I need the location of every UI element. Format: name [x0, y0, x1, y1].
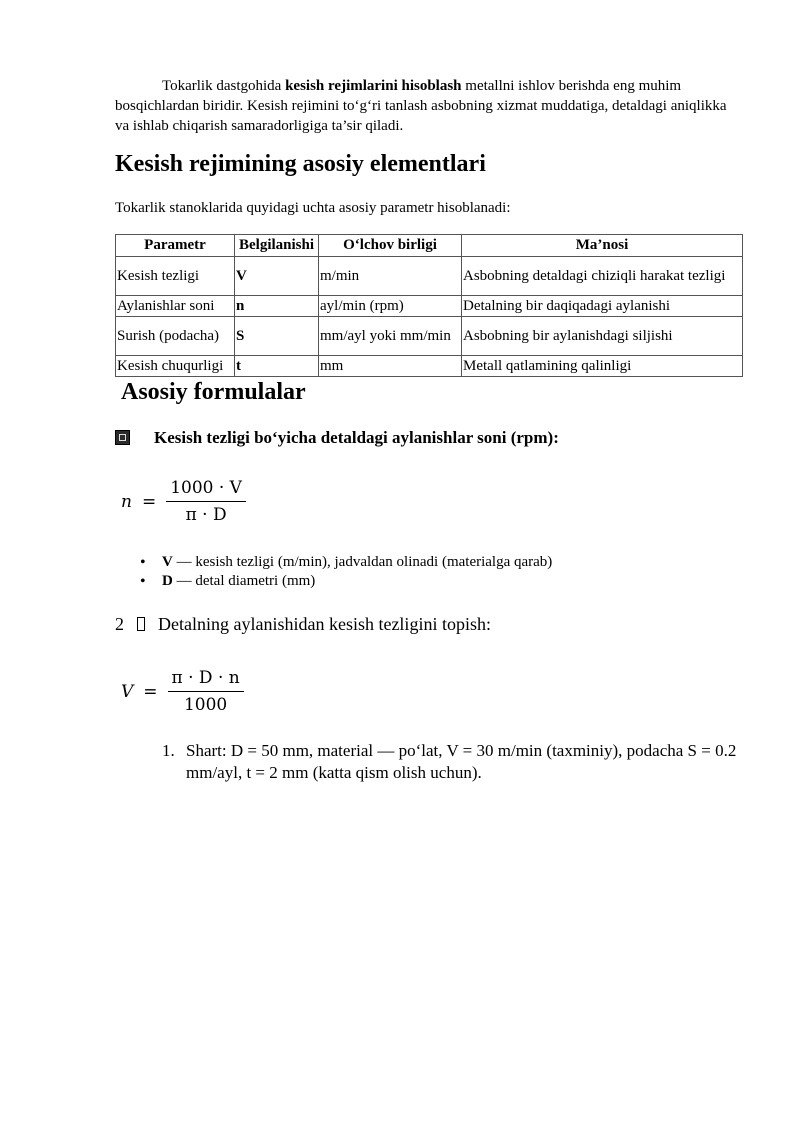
table-cell-unit: mm [319, 356, 462, 377]
formula-item-rpm-label: Kesish tezligi bo‘yicha detaldagi aylanishlar soni (rpm): [154, 428, 559, 447]
formula-lhs: n [121, 491, 132, 512]
table-cell-meaning: Asbobning bir aylanishdagi siljishi [462, 317, 743, 356]
list-item [140, 553, 552, 572]
intro-paragraph [115, 76, 730, 136]
variable-symbol: D [162, 573, 173, 589]
variable-symbol: V [162, 554, 173, 570]
table-cell-unit: m/min [319, 257, 462, 296]
table-cell-symbol: V [235, 257, 319, 296]
list-item [162, 740, 752, 784]
table-row [116, 356, 743, 377]
formula-fraction [168, 668, 244, 715]
intro-text-after: metallni ishlov berishda eng muhim bosqichlardan biridir. Kesish rejimini to‘g‘ri tanlash asbobning xizmat muddatiga, detaldagi aniqlikka va ishlab chiqarish samaradorligiga ta’sir qiladi. [115, 78, 727, 134]
variable-description: — kesish tezligi (m/min), jadvaldan olinadi (materialga qarab) [172, 554, 553, 570]
variable-description: — detal diametri (mm) [172, 573, 316, 589]
table-cell-unit: mm/ayl yoki mm/min [319, 317, 462, 356]
formula-equals: = [143, 681, 158, 702]
table-cell-symbol: t [235, 356, 319, 377]
table-cell-meaning: Asbobning detaldagi chiziqli harakat tezligi [462, 257, 743, 296]
formula-item-number: 2 [115, 614, 124, 634]
intro-bold-term: kesish rejimlarini hisoblash [285, 78, 462, 94]
missing-glyph-icon [137, 617, 145, 631]
formula-denominator: 1000 [183, 695, 228, 715]
table-cell-symbol: S [235, 317, 319, 356]
formula-lhs: V [121, 681, 134, 702]
table-header-cell: Belgilanishi [235, 235, 319, 257]
table-cell-parameter: Surish (podacha) [116, 317, 235, 356]
formula-item-rpm [115, 427, 559, 449]
formula-numerator: π · D · n [168, 668, 244, 692]
intro-text-before: Tokarlik dastgohida [162, 78, 286, 94]
table-row [116, 317, 743, 356]
table-cell-symbol: n [235, 296, 319, 317]
formula-item-speed [115, 612, 491, 636]
section-heading-elements: Kesish rejimining asosiy elementlari [115, 151, 486, 177]
section-lead-text: Tokarlik stanoklarida quyidagi uchta asosiy parametr hisoblanadi: [115, 200, 511, 216]
table-header-row [116, 235, 743, 257]
table-cell-parameter: Aylanishlar soni [116, 296, 235, 317]
section-heading-formulas: Asosiy formulalar [121, 379, 306, 405]
variable-list [140, 553, 552, 591]
formula-item-speed-label: Detalning aylanishidan kesish tezligini topish: [158, 614, 491, 634]
formula-fraction [166, 478, 246, 525]
keycap-digit-icon [115, 430, 130, 445]
table-header-cell: Ma’nosi [462, 235, 743, 257]
table-header-cell: O‘lchov birligi [319, 235, 462, 257]
table-row [116, 257, 743, 296]
list-item [140, 572, 552, 591]
formula-rpm [121, 478, 246, 525]
parameters-table [115, 234, 743, 377]
formula-speed [121, 668, 244, 715]
table-cell-unit: ayl/min (rpm) [319, 296, 462, 317]
table-cell-meaning: Detalning bir daqiqadagi aylanishi [462, 296, 743, 317]
table-cell-parameter: Kesish chuqurligi [116, 356, 235, 377]
formula-denominator: π · D [185, 505, 227, 525]
list-marker: 1. [162, 741, 175, 760]
formula-equals: = [141, 491, 157, 512]
formula-numerator: 1000 · V [166, 478, 246, 502]
table-row [116, 296, 743, 317]
table-header-cell: Parametr [116, 235, 235, 257]
table-cell-parameter: Kesish tezligi [116, 257, 235, 296]
table-cell-meaning: Metall qatlamining qalinligi [462, 356, 743, 377]
example-text: Shart: D = 50 mm, material — po‘lat, V = 30 m/min (taxminiy), podacha S = 0.2 mm/ayl, t = 2 mm (katta qism olish uchun). [186, 741, 737, 782]
example-list [162, 740, 752, 784]
